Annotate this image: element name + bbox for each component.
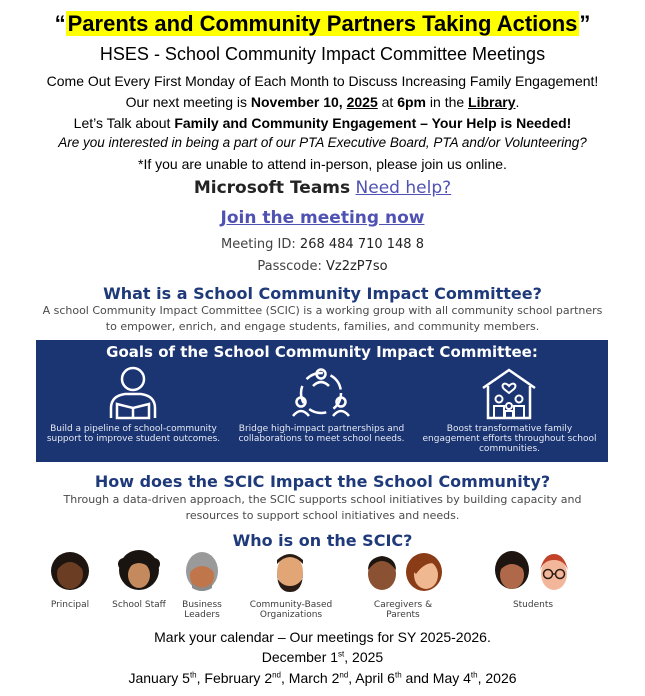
members-row xyxy=(40,550,610,620)
who-heading: Who is on the SCIC? xyxy=(232,531,413,550)
intro-line-3: Let’s Talk about Family and Community Engagement – Your Help is Needed! xyxy=(73,115,572,131)
join-meeting-link[interactable]: Join the meeting now xyxy=(220,208,425,228)
goal-text: Bridge high-impact partnerships and collaborations to meet school needs. xyxy=(238,424,405,444)
parent-avatar xyxy=(402,550,446,592)
member-label: Business Leaders xyxy=(182,600,222,620)
goal-item xyxy=(46,366,221,460)
flyer-title: “Parents and Community Partners Taking Actions” xyxy=(54,11,591,36)
member-label: Students xyxy=(512,600,554,610)
member-label: Community-Based Organizations xyxy=(249,600,333,620)
title-highlight: Parents and Community Partners Taking Actions xyxy=(67,11,578,36)
goal-item xyxy=(234,366,409,460)
family-home-icon xyxy=(479,366,539,421)
principal-avatar xyxy=(50,550,90,592)
meeting-id: Meeting ID: 268 484 710 148 8 xyxy=(221,237,424,252)
business-leader-avatar xyxy=(182,550,222,592)
need-help-link[interactable]: Need help? xyxy=(355,178,452,198)
impact-heading: How does the SCIC Impact the School Community? xyxy=(94,472,551,491)
what-heading: What is a School Community Impact Committee? xyxy=(103,284,542,303)
member-label: Caregivers & Parents xyxy=(373,600,433,620)
student-avatar xyxy=(492,550,532,592)
teams-label: Microsoft Teams xyxy=(193,178,351,198)
goals-heading: Goals of the School Community Impact Committee: xyxy=(106,343,538,361)
intro-line-4: Are you interested in being a part of our PTA Executive Board, PTA and/or Volunteering? xyxy=(58,135,587,150)
intro-line-5: *If you are unable to attend in-person, please join us online. xyxy=(138,156,507,172)
goal-text: Build a pipeline of school-community support to improve student outcomes. xyxy=(46,424,221,444)
goal-item xyxy=(422,366,597,460)
student-glasses-avatar xyxy=(534,550,574,592)
what-text: A school Community Impact Committee (SCIC) is a working group with all community school partners to empower, enrich, and engage students, families, and community members. xyxy=(42,304,603,333)
flyer-subtitle: HSES - School Community Impact Committee Meetings xyxy=(99,44,546,64)
community-org-avatar xyxy=(270,550,310,592)
calendar-heading: Mark your calendar – Our meetings for SY 2025-2026. xyxy=(154,629,491,645)
school-staff-avatar xyxy=(118,550,160,592)
passcode: Passcode: Vz2zP7so xyxy=(257,259,388,274)
goal-text: Boost transformative family engagement efforts throughout school communities. xyxy=(422,424,597,454)
meeting-dates: January 5th, February 2nd, March 2nd, April 6th and May 4th, 2026 xyxy=(128,670,517,686)
network-icon xyxy=(291,366,351,421)
member-label: Principal xyxy=(50,600,90,610)
december-date: December 1st, 2025 xyxy=(261,649,384,665)
reader-icon xyxy=(103,366,163,421)
teams-header xyxy=(0,178,645,198)
caregiver-avatar xyxy=(362,550,402,592)
goals-panel xyxy=(36,340,608,462)
library-link: Library xyxy=(468,94,516,110)
member-label: School Staff xyxy=(112,600,166,610)
intro-line-1: Come Out Every First Monday of Each Month to Discuss Increasing Family Engagement! xyxy=(46,73,599,89)
next-meeting-line: Our next meeting is November 10, 2025 at 6pm in the Library. xyxy=(125,94,520,110)
impact-text: Through a data-driven approach, the SCIC supports school initiatives by building capacity and resources to support school initiatives and needs. xyxy=(63,493,582,522)
